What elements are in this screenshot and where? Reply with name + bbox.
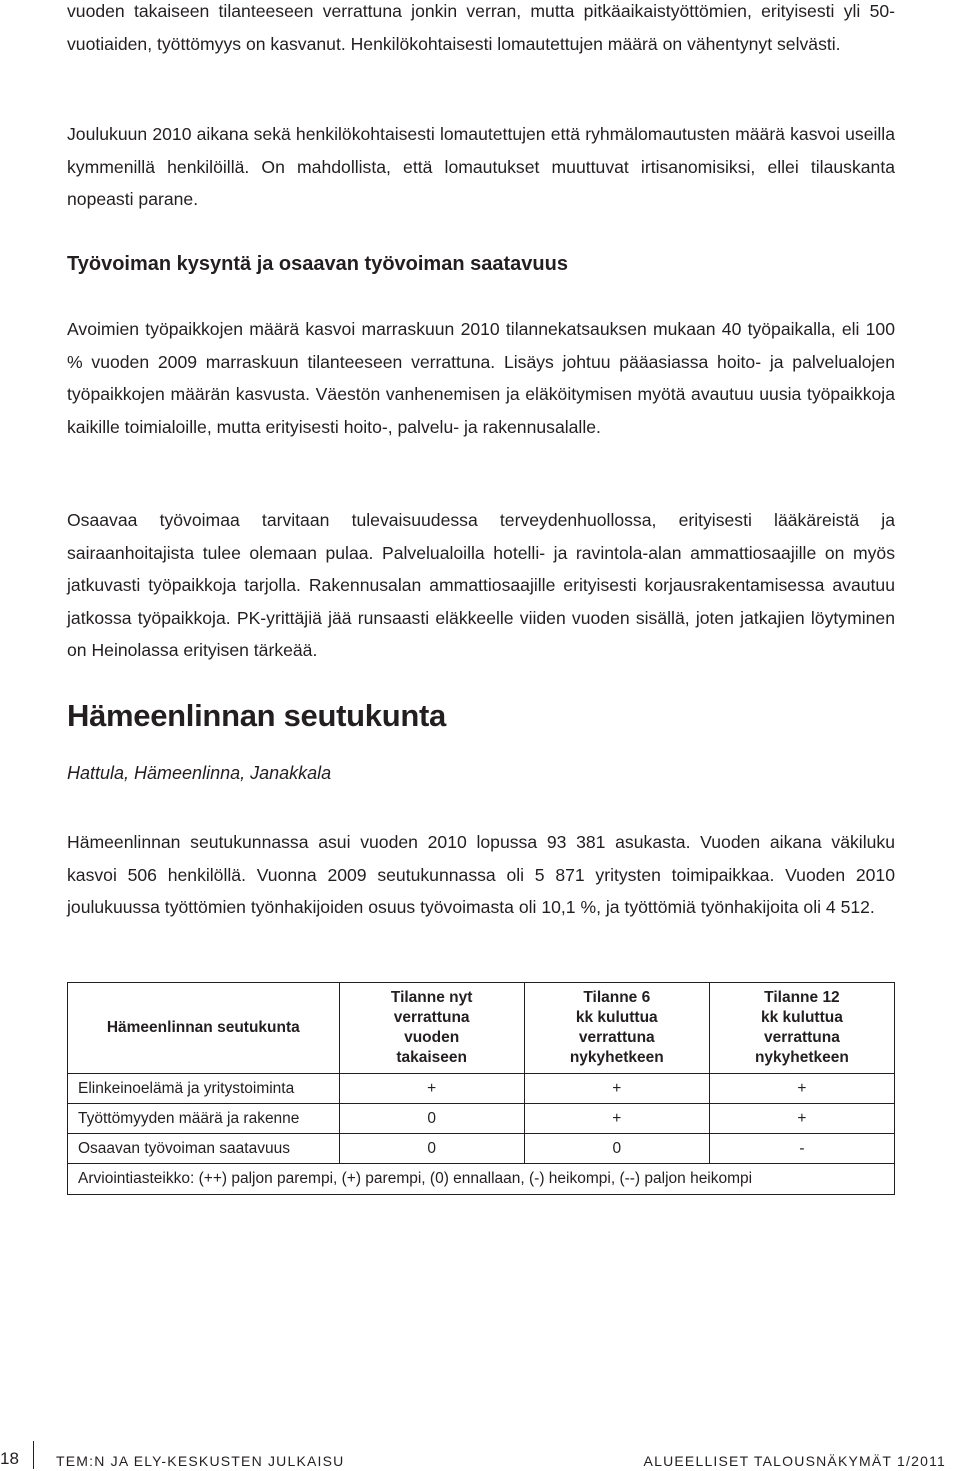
cell-value: + <box>709 1104 894 1134</box>
row-label: Osaavan työvoiman saatavuus <box>68 1134 340 1164</box>
row-label: Elinkeinoelämä ja yritystoiminta <box>68 1074 340 1104</box>
cell-value: + <box>524 1074 709 1104</box>
header-line: Tilanne 12 <box>764 989 840 1006</box>
header-line: verrattuna <box>393 1009 470 1026</box>
cell-value: 0 <box>339 1134 524 1164</box>
municipalities-subtitle: Hattula, Hämeenlinna, Janakkala <box>67 763 332 783</box>
paragraph-skilled-workforce: Osaavaa työvoimaa tarvitaan tulevaisuudessa terveydenhuollossa, erityisesti lääkäreistä ja sairaanhoitajista tulee olemaan pulaa. Palvelualoilla hotelli- ja ravintola-alan ammattiosaajille on myös jatkuvasti työpaikkoja tarjolla. Rakennusalan ammattiosaajille erityisesti korjausrakentamisessa avautuu jatkossa työpaikkoja. PK-yrittäjiä jää runsaasti eläkkeelle viiden vuoden sisällä, joten jatkajien löytyminen on Heinolassa erityisen tärkeää. <box>67 510 895 660</box>
table-corner-header: Hämeenlinnan seutukunta <box>68 983 340 1074</box>
cell-value: + <box>524 1104 709 1134</box>
paragraph-region-summary: Hämeenlinnan seutukunnassa asui vuoden 2010 lopussa 93 381 asukasta. Vuoden aikana väkiluku kasvoi 506 henkilöllä. Vuonna 2009 seutukunnassa oli 5 871 yritysten toimipaikkaa. Vuoden 2010 joulukuussa työttömien työnhakijoiden osuus työvoimasta oli 10,1 %, ja työttömiä työnhakijoita oli 4 512. <box>67 832 895 917</box>
table-header-row <box>68 983 895 1074</box>
header-line: takaiseen <box>396 1049 467 1066</box>
column-header-12-months <box>709 983 894 1074</box>
page-footer <box>0 1449 960 1471</box>
cell-value: 0 <box>524 1134 709 1164</box>
header-line: Tilanne 6 <box>583 989 651 1006</box>
column-header-6-months <box>524 983 709 1074</box>
outlook-table <box>67 982 895 1195</box>
table-row <box>68 1074 895 1104</box>
section-heading: Työvoiman kysyntä ja osaavan työvoiman saatavuus <box>67 253 568 275</box>
header-line: kk kuluttua <box>761 1009 843 1026</box>
header-line: verrattuna <box>764 1029 840 1046</box>
table-row <box>68 1134 895 1164</box>
header-line: Tilanne nyt <box>390 989 473 1006</box>
table-row <box>68 1104 895 1134</box>
cell-value: - <box>709 1134 894 1164</box>
rating-scale-legend: Arviointiasteikko: (++) paljon parempi, (+) parempi, (0) ennallaan, (-) heikompi, (--) paljon heikompi <box>68 1164 895 1195</box>
row-label: Työttömyyden määrä ja rakenne <box>68 1104 340 1134</box>
paragraph-unemployment-trend: vuoden takaiseen tilanteeseen verrattuna jonkin verran, mutta pitkäaikaistyöttömien, erityisesti yli 50-vuotiaiden, työttömyys on kasvanut. Henkilökohtaisesti lomautettujen määrä on vähentynyt selvästi. <box>67 1 895 54</box>
header-line: nykyhetkeen <box>569 1049 664 1066</box>
series-label: ALUEELLISET TALOUSNÄKYMÄT 1/2011 <box>643 1453 946 1469</box>
footer-divider <box>33 1441 34 1469</box>
cell-value: 0 <box>339 1104 524 1134</box>
page-number: 18 <box>0 1449 19 1468</box>
header-line: vuoden <box>404 1029 460 1046</box>
column-header-now <box>339 983 524 1074</box>
header-line: nykyhetkeen <box>754 1049 849 1066</box>
header-line: verrattuna <box>578 1029 655 1046</box>
header-line: kk kuluttua <box>575 1009 658 1026</box>
cell-value: + <box>339 1074 524 1104</box>
publisher-label: TEM:N JA ELY-KESKUSTEN JULKAISU <box>56 1453 345 1469</box>
table-scale-row <box>68 1164 895 1195</box>
region-heading: Hämeenlinnan seutukunta <box>67 698 446 733</box>
paragraph-layoffs: Joulukuun 2010 aikana sekä henkilökohtaisesti lomautettujen että ryhmälomautusten määrä kasvoi useilla kymmenillä henkilöillä. On mahdollista, että lomautukset muuttuvat irtisanomisiksi, ellei tilauskanta nopeasti parane. <box>67 124 895 209</box>
cell-value: + <box>709 1074 894 1104</box>
paragraph-job-vacancies: Avoimien työpaikkojen määrä kasvoi marraskuun 2010 tilannekatsauksen mukaan 40 työpaikalla, eli 100 % vuoden 2009 marraskuun tilanteeseen verrattuna. Lisäys johtuu pääasiassa hoito- ja palvelualojen työpaikkojen määrän kasvusta. Väestön vanhenemisen ja eläköitymisen myötä avautuu uusia työpaikkoja kaikille toimialoille, mutta erityisesti hoito-, palvelu- ja rakennusalalle. <box>67 319 895 437</box>
